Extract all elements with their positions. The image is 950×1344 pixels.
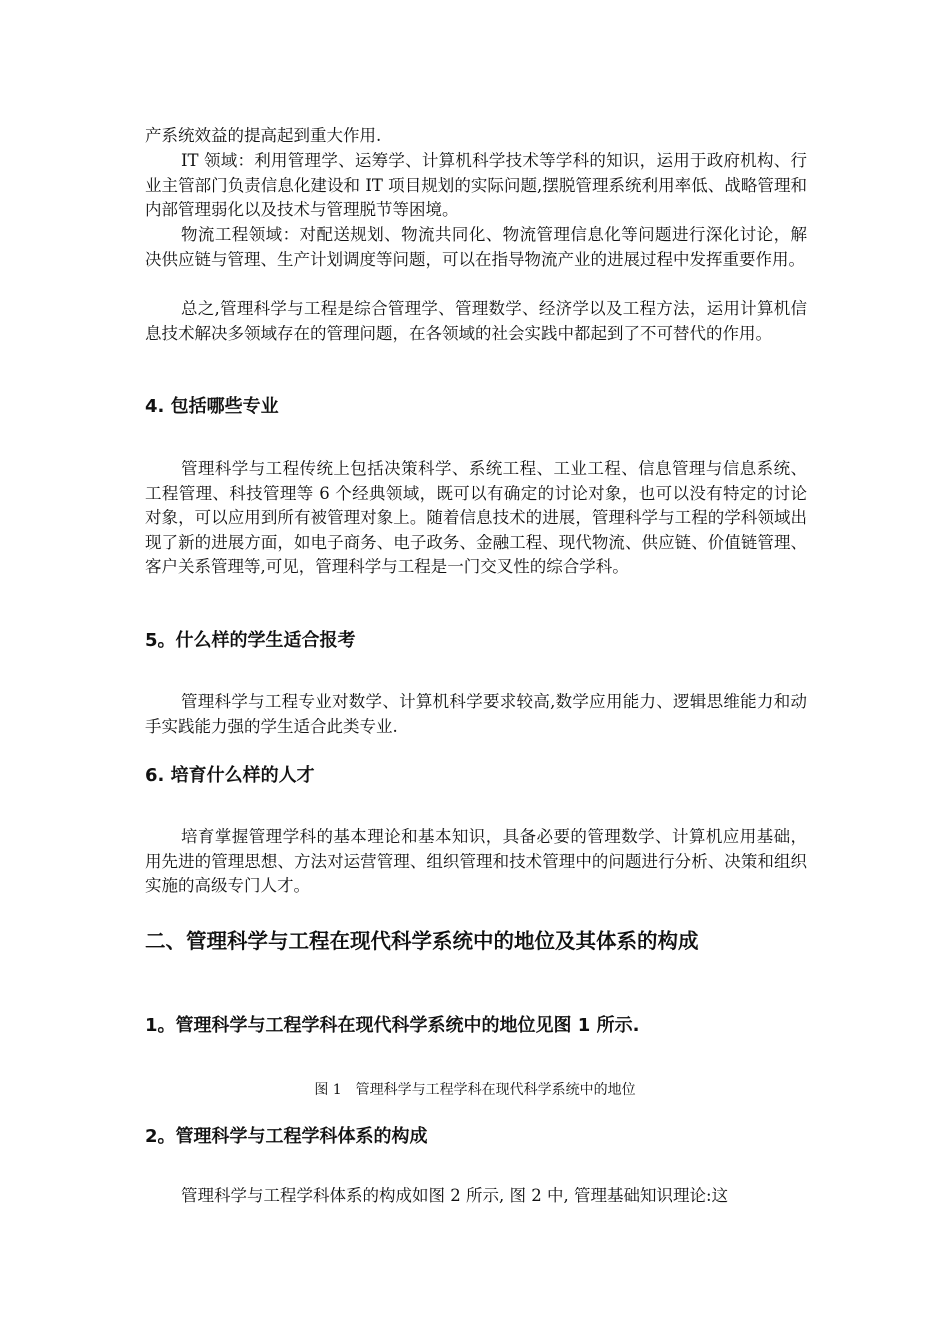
- section-heading-6: 6. 培育什么样的人才: [145, 765, 315, 786]
- paragraph-talent-training: 培育掌握管理学科的基本理论和基本知识，具备必要的管理数学、计算机应用基础，用先进的管理思想、方法对运营管理、组织管理和技术管理中的问题进行分析、决策和组织实施的高级专门人才。: [145, 827, 807, 895]
- section-heading-5: 5。什么样的学生适合报考: [145, 630, 356, 651]
- paragraph-suitable-students: 管理科学与工程专业对数学、计算机科学要求较高,数学应用能力、逻辑思维能力和动手实践能力强的学生适合此类专业.: [145, 692, 807, 736]
- paragraph-discipline-structure: 管理科学与工程学科体系的构成如图 2 所示, 图 2 中, 管理基础知识理论:这: [181, 1186, 729, 1205]
- subsection-heading-2-2: 2。管理科学与工程学科体系的构成: [145, 1126, 428, 1147]
- figure-1-caption: 图 1 管理科学与工程学科在现代科学系统中的地位: [314, 1082, 636, 1098]
- paragraph-logistics-field: 物流工程领域：对配送规划、物流共同化、物流管理信息化等问题进行深化讨论，解决供应链与管理、生产计划调度等问题，可以在指导物流产业的进展过程中发挥重要作用。: [145, 225, 807, 269]
- paragraph-majors: 管理科学与工程传统上包括决策科学、系统工程、工业工程、信息管理与信息系统、工程管理、科技管理等 6 个经典领域，既可以有确定的讨论对象，也可以没有特定的讨论对象，可以应用到所有被管理对象上。随着信息技术的进展，管理科学与工程的学科领域出现了新的进展方面，如电子商务、电子政务、金融工程、现代物流、供应链、价值链管理、客户关系管理等,可见，管理科学与工程是一门交叉性的综合学科。: [145, 459, 807, 576]
- paragraph-continuation: 产系统效益的提高起到重大作用.: [145, 126, 382, 145]
- section-heading-4: 4. 包括哪些专业: [145, 396, 279, 417]
- part-heading-2: 二、管理科学与工程在现代科学系统中的地位及其体系的构成: [145, 929, 699, 953]
- subsection-heading-2-1: 1。管理科学与工程学科在现代科学系统中的地位见图 1 所示.: [145, 1015, 640, 1036]
- paragraph-it-field: IT 领域：利用管理学、运筹学、计算机科学技术等学科的知识，运用于政府机构、行业主管部门负责信息化建设和 IT 项目规划的实际问题,摆脱管理系统利用率低、战略管理和内部管理弱化以及技术与管理脱节等困境。: [145, 151, 807, 219]
- paragraph-summary: 总之,管理科学与工程是综合管理学、管理数学、经济学以及工程方法，运用计算机信息技术解决多领域存在的管理问题，在各领域的社会实践中都起到了不可替代的作用。: [145, 299, 807, 343]
